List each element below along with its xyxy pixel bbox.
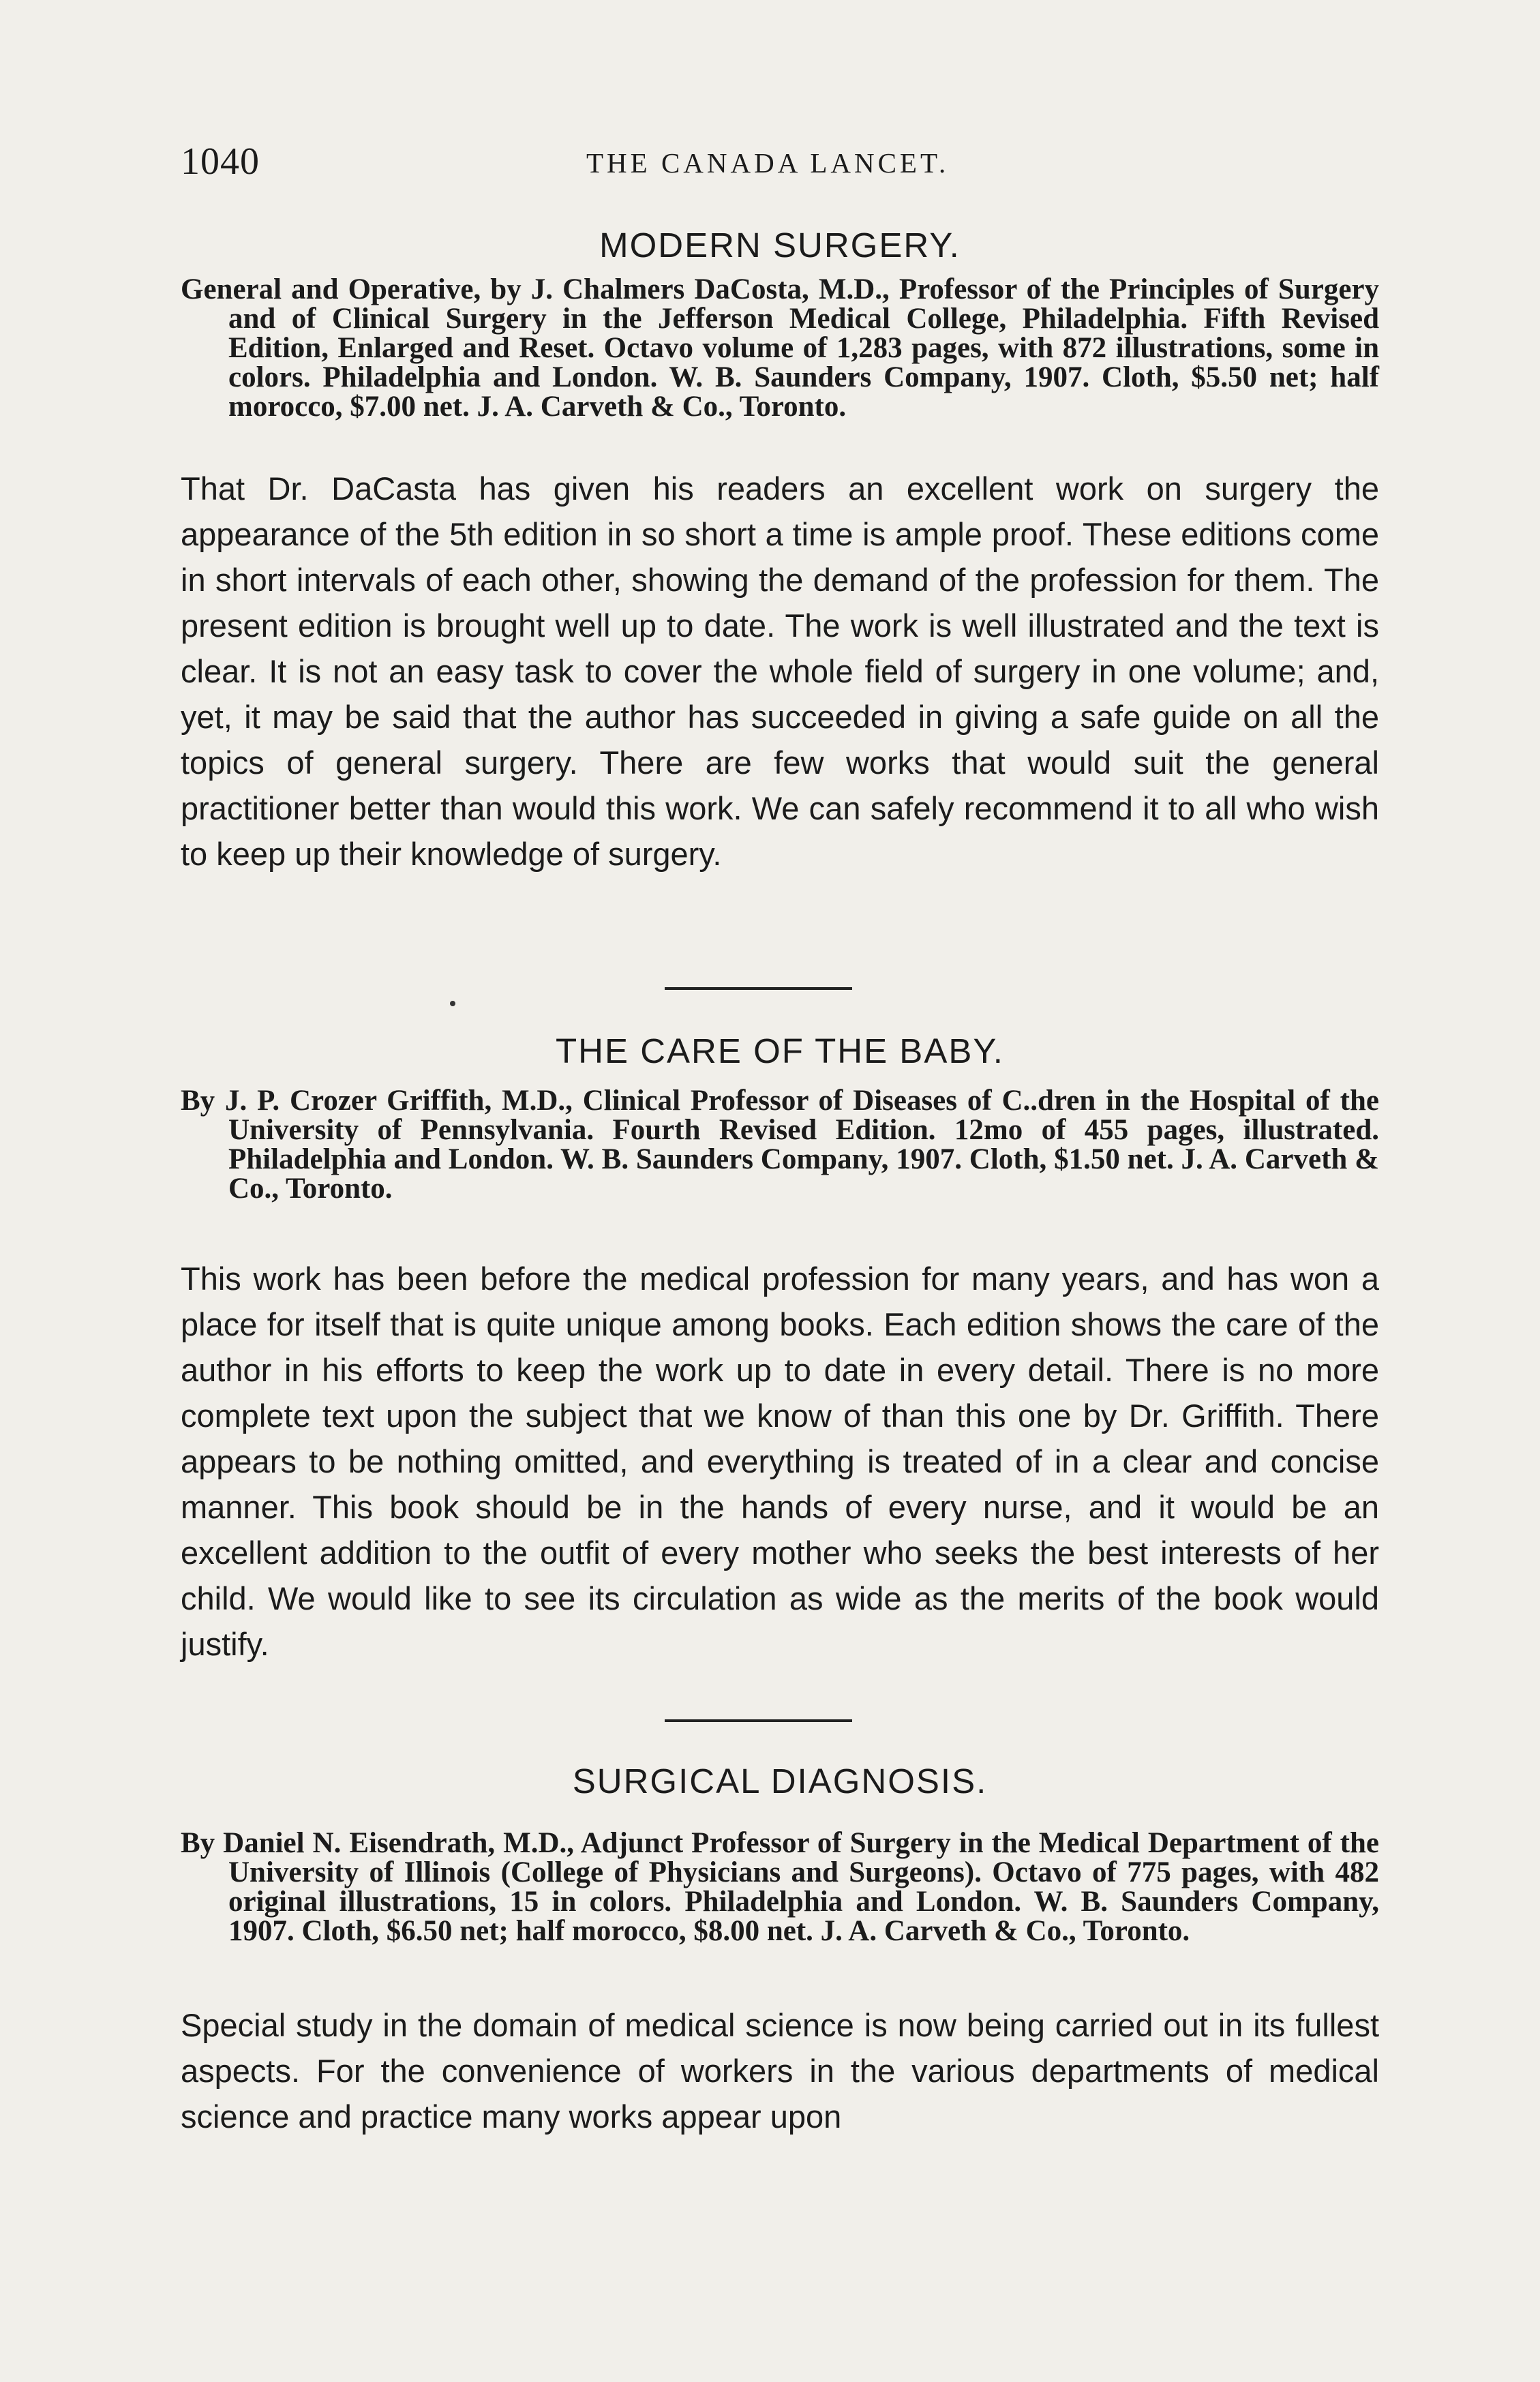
citation-care-of-baby: By J. P. Crozer Griffith, M.D., Clinical Professor of Diseases of C..dren in the Hospital of the University of Pennsylvania. Fourth Revised Edition. 12mo of 455 pages, illustrated. Philadelphia and London. W. B. Saunders Company, 1907. Cloth, $1.50 net. J. A. Carveth & Co., Toronto. (181, 1085, 1379, 1205)
review-modern-surgery: That Dr. DaCasta has given his readers an excellent work on surgery the appearance of the 5th edition in so short a time is ample proof. These editions come in short intervals of each other, showing the demand of the profession for them. The present edition is brought well up to date. The work is well illustrated and the text is clear. It is not an easy task to cover the whole field of surgery in one volume; and, yet, it may be said that the author has succeeded in giving a safe guide on all the topics of general surgery. There are few works that would suit the general practitioner better than would this work. We can safely recommend it to all who wish to keep up their knowledge of surgery. (181, 470, 1379, 872)
citation-modern-surgery: General and Operative, by J. Chalmers DaCosta, M.D., Professor of the Principles of Surgery and of Clinical Surgery in the Jefferson Medical College, Philadelphia. Fifth Revised Edition, Enlarged and Reset. Octavo volume of 1,283 pages, with 872 illustrations, some in colors. Philadelphia and London. W. B. Saunders Company, 1907. Cloth, $5.50 net; half morocco, $7.00 net. J. A. Carveth & Co., Toronto. (181, 273, 1379, 423)
review-surgical-diagnosis: Special study in the domain of medical science is now being carried out in its fullest aspects. For the convenience of workers in the various departments of medical science and practice many works appear upon (181, 2007, 1379, 2135)
section-title-care-of-baby: THE CARE OF THE BABY. (556, 1031, 1004, 1070)
section-divider (665, 987, 852, 990)
running-head (181, 140, 1379, 194)
section-divider (665, 1719, 852, 1722)
journal-page (181, 0, 1379, 2382)
citation-surgical-diagnosis: By Daniel N. Eisendrath, M.D., Adjunct Professor of Surgery in the Medical Department of the University of Illinois (College of Physicians and Surgeons). Octavo of 775 pages, with 482 original illustrations, 15 in colors. Philadelphia and London. W. B. Saunders Company, 1907. Cloth, $6.50 net; half morocco, $8.00 net. J. A. Carveth & Co., Toronto. (181, 1827, 1379, 1947)
journal-title: THE CANADA LANCET. (586, 147, 950, 179)
stray-dot (450, 1001, 455, 1006)
section-title-surgical-diagnosis: SURGICAL DIAGNOSIS. (572, 1762, 988, 1800)
section-title-modern-surgery: MODERN SURGERY. (599, 226, 961, 265)
review-care-of-baby: This work has been before the medical profession for many years, and has won a place for itself that is quite unique among books. Each edition shows the care of the author in his efforts to keep the work up to date in every detail. There is no more complete text upon the subject that we know of than this one by Dr. Griffith. There appears to be nothing omitted, and everything is treated of in a clear and concise manner. This book should be in the hands of every nurse, and it would be an excellent addition to the outfit of every mother who seeks the best interests of her child. We would like to see its circulation as wide as the merits of the book would justify. (181, 1261, 1379, 1662)
page-number: 1040 (181, 140, 260, 183)
